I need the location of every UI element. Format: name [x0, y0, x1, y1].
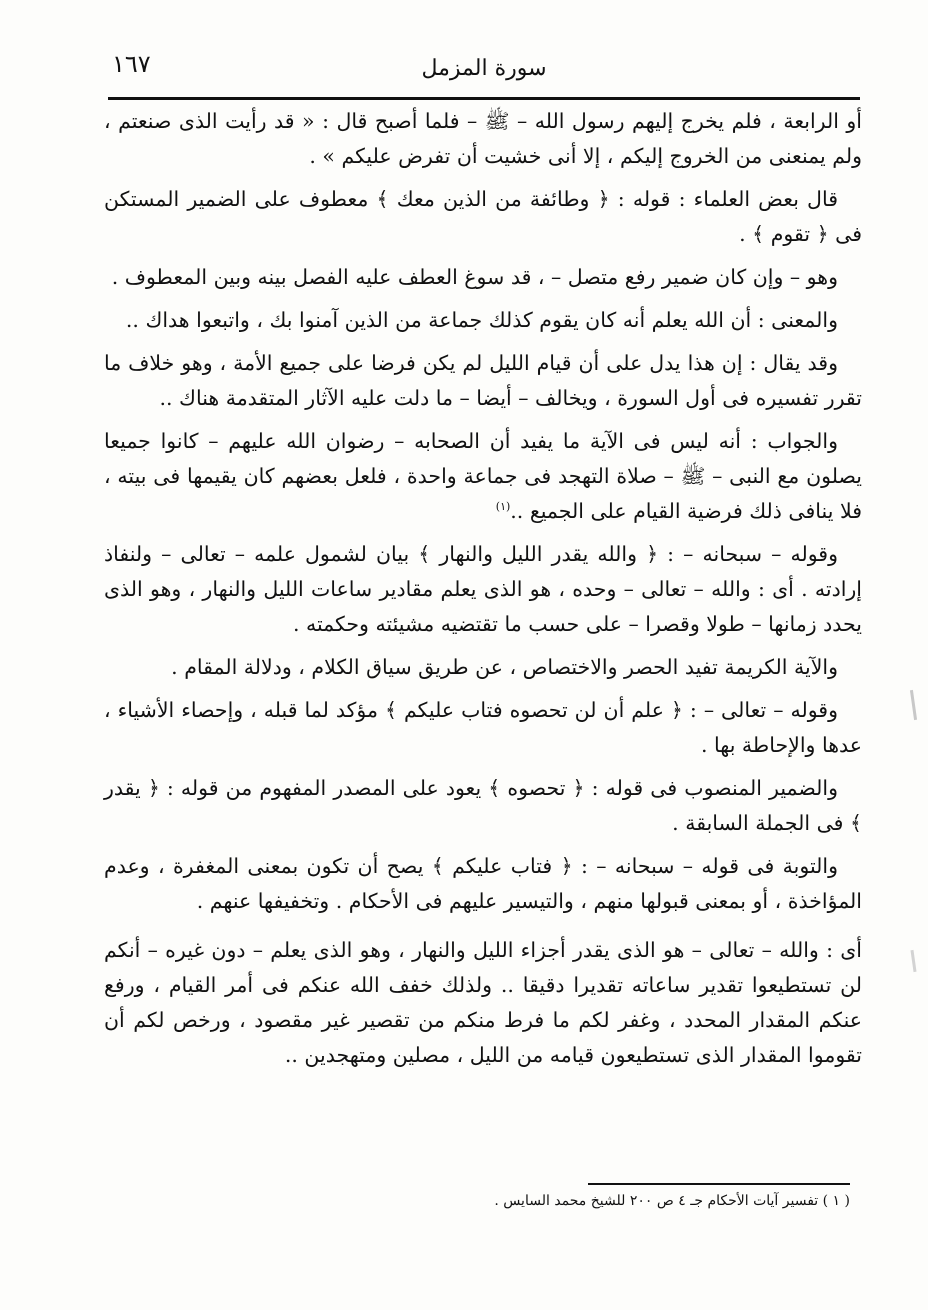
scan-artifact	[910, 690, 917, 720]
paragraph-10: والضمير المنصوب فى قوله : ﴿ تحصوه ﴾ يعود على المصدر المفهوم من قوله : ﴿ يقدر ﴾ فى الجملة السابقة .	[104, 776, 862, 835]
footnote-reference[interactable]: (١)	[495, 500, 511, 514]
surah-title: سورة المزمل	[421, 56, 547, 81]
paragraph-3: وهو – وإن كان ضمير رفع متصل – ، قد سوغ العطف عليه الفصل بينه وبين المعطوف .	[111, 265, 838, 289]
paragraph-9: وقوله – تعالى – : ﴿ علم أن لن تحصوه فتاب عليكم ﴾ مؤكد لما قبله ، وإحصاء الأشياء ، عدها والإحاطة بها .	[104, 698, 862, 757]
page-number: ١٦٧	[112, 50, 151, 78]
paragraph-2: قال بعض العلماء : قوله : ﴿ وطائفة من الذين معك ﴾ معطوف على الضمير المستكن فى ﴿ تقوم ﴾ .	[104, 187, 862, 246]
paragraph-4: والمعنى : أن الله يعلم أنه كان يقوم كذلك جماعة من الذين آمنوا بك ، واتبعوا هداك ..	[125, 308, 838, 332]
paragraph-6	[104, 424, 862, 529]
paragraph-12: أى : والله – تعالى – هو الذى يقدر أجزاء الليل والنهار ، وهو الذى يعلم – دون غيره – أنكم لن تستطيعوا تقدير ساعاته تقديرا دقيقا .. ولذلك خفف الله عنكم فى أمر القيام ، ورفع عنكم المقدار المحدد ، وغفر لكم ما فرط منكم من تقصير غير مقصود ، ورخص لكم أن تقوموا المقدار الذى تستطيعون قيامه من الليل ، مصلين ومتهجدين ..	[104, 938, 862, 1067]
paragraph-5: وقد يقال : إن هذا يدل على أن قيام الليل لم يكن فرضا على جميع الأمة ، وهو خلاف ما تقرر تفسيره فى أول السورة ، ويخالف – أيضا – ما دلت عليه الآثار المتقدمة هناك ..	[104, 351, 862, 410]
paragraph-6-text: والجواب : أنه ليس فى الآية ما يفيد أن الصحابه – رضوان الله عليهم – كانوا جميعا يصلون مع النبى – ﷺ – صلاة التهجد فى جماعة واحدة ، فلعل بعضهم كان يقيمها فى بيته ، فلا ينافى ذلك فرضية القيام على الجميع ..	[104, 429, 862, 523]
body-text	[104, 104, 862, 1081]
footnote: ( ١ ) تفسير آيات الأحكام جـ ٤ ص ٢٠٠ للشيخ محمد السايس .	[494, 1193, 850, 1209]
paragraph-7: وقوله – سبحانه – : ﴿ والله يقدر الليل والنهار ﴾ بيان لشمول علمه – تعالى – ولنفاذ إرادته . أى : والله – تعالى – وحده ، هو الذى يعلم مقادير ساعات الليل والنهار ، وهو الذى يحدد زمانها – طولا وقصرا – على حسب ما تقتضيه مشيئته وحكمته .	[104, 542, 862, 636]
scan-artifact	[910, 950, 916, 972]
paragraph-1: أو الرابعة ، فلم يخرج إليهم رسول الله – ﷺ – فلما أصبح قال : « قد رأيت الذى صنعتم ، ولم يمنعنى من الخروج إليكم ، إلا أنى خشيت أن تفرض عليكم » .	[104, 109, 862, 168]
paragraph-8: والآية الكريمة تفيد الحصر والاختصاص ، عن طريق سياق الكلام ، ودلالة المقام .	[171, 655, 838, 679]
paragraph-11: والتوبة فى قوله – سبحانه – : ﴿ فتاب عليكم ﴾ يصح أن تكون بمعنى المغفرة ، وعدم المؤاخذة ، أو بمعنى قبولها منهم ، والتيسير عليهم فى الأحكام . وتخفيفها عنهم .	[104, 854, 862, 913]
footnote-divider	[588, 1183, 850, 1185]
header-divider	[108, 97, 860, 100]
page-header	[108, 48, 860, 94]
